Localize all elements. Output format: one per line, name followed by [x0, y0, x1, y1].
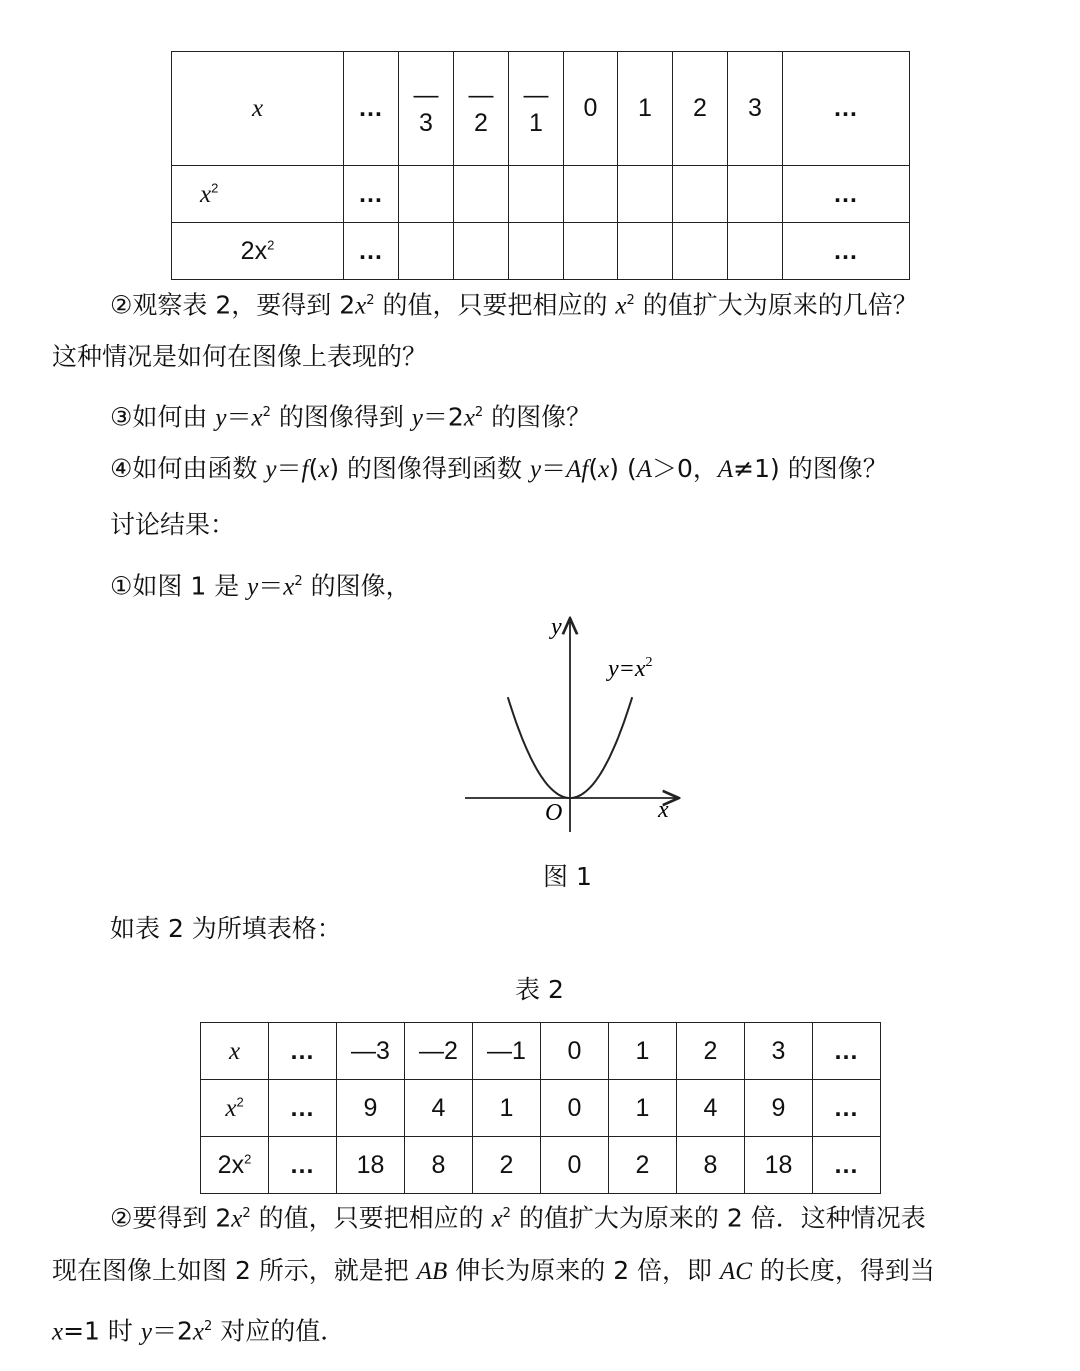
table1-cell-neg1: — 1 — [509, 52, 564, 166]
table1-dots: … — [783, 52, 910, 166]
question-3: ③如何由 $y=x^2$ 的图像得到 $y=2x^2$ 的图像？ — [110, 402, 592, 432]
origin-label: O — [545, 800, 563, 826]
table1-dots: … — [344, 166, 399, 223]
table2-cell: —2 — [405, 1023, 473, 1080]
table1-row-x2-label: $x^2$ — [172, 166, 344, 223]
table1-empty-cell — [728, 223, 783, 280]
table1-empty-cell — [509, 223, 564, 280]
table1-empty-cell — [564, 166, 618, 223]
table2-row-label: $x^2$ — [201, 1080, 269, 1137]
answer-2-line-1: ②要得到 $2x^2$ 的值，只要把相应的 $x^2$ 的值扩大为原来的 2 倍．这种情况表 — [110, 1203, 926, 1233]
table1-empty-cell — [454, 223, 509, 280]
table1-empty-cell — [564, 223, 618, 280]
table2-cell: 18 — [337, 1137, 405, 1194]
table2-cell: 0 — [541, 1137, 609, 1194]
table-2 — [200, 1022, 881, 1194]
table2-cell: 9 — [745, 1080, 813, 1137]
table1-dots: … — [344, 52, 399, 166]
discussion-heading: 讨论结果： — [110, 510, 236, 539]
table1-dots: … — [344, 223, 399, 280]
table2-cell: 4 — [405, 1080, 473, 1137]
table1-dots: … — [783, 223, 910, 280]
table2-cell: 4 — [677, 1080, 745, 1137]
table1-empty-cell — [399, 223, 454, 280]
table2-dots: … — [813, 1080, 881, 1137]
table2-cell: 0 — [541, 1023, 609, 1080]
question-4: ④如何由函数 y＝f(x) 的图像得到函数 y＝Af(x) (A＞0，A≠1) 的图像？ — [110, 454, 888, 483]
table2-cell: 3 — [745, 1023, 813, 1080]
table2-cell: 2 — [609, 1137, 677, 1194]
answer-2-line-3: x=1 时 $y=2x^2$ 对应的值． — [52, 1316, 346, 1346]
table1-cell-neg2: — 2 — [454, 52, 509, 166]
table2-cell: 0 — [541, 1080, 609, 1137]
table1-cell-neg3: — 3 — [399, 52, 454, 166]
table-2-intro: 如表 2 为所填表格： — [110, 914, 342, 943]
table2-cell: 1 — [473, 1080, 541, 1137]
table2-dots: … — [813, 1023, 881, 1080]
x-axis-label: x — [658, 797, 669, 823]
table2-cell: 8 — [677, 1137, 745, 1194]
table2-cell: 8 — [405, 1137, 473, 1194]
figure-1-caption: 图 1 — [543, 862, 592, 891]
answer-2-line-2: 现在图像上如图 2 所示，就是把 AB 伸长为原来的 2 倍，即 AC 的长度，得到当 — [52, 1256, 935, 1285]
table1-empty-cell — [673, 223, 728, 280]
table1-empty-cell — [673, 166, 728, 223]
table2-dots: … — [813, 1137, 881, 1194]
table2-cell: —1 — [473, 1023, 541, 1080]
table2-row-label: $2x^2$ — [201, 1137, 269, 1194]
table1-header-x: x — [172, 52, 344, 166]
table2-dots: … — [269, 1023, 337, 1080]
figure-1-graph — [455, 610, 695, 840]
curve-label: $y=x^2$ — [608, 655, 653, 682]
table1-empty-cell — [509, 166, 564, 223]
table1-cell-1: 1 — [618, 52, 673, 166]
question-2-line-2: 这种情况是如何在图像上表现的？ — [52, 342, 428, 371]
table1-cell-3: 3 — [728, 52, 783, 166]
table2-cell: 2 — [677, 1023, 745, 1080]
item-1: ①如图 1 是 $y=x^2$ 的图像， — [110, 571, 411, 601]
table2-dots: … — [269, 1137, 337, 1194]
table1-empty-cell — [618, 223, 673, 280]
table2-cell: 18 — [745, 1137, 813, 1194]
table1-empty-cell — [618, 166, 673, 223]
table1-dots: … — [783, 166, 910, 223]
table1-empty-cell — [728, 166, 783, 223]
question-2-line-1: ②观察表 2，要得到 $2x^2$ 的值，只要把相应的 $x^2$ 的值扩大为原来的几倍？ — [110, 290, 918, 320]
table-1 — [171, 51, 910, 280]
y-axis-label: y — [551, 614, 562, 640]
table2-cell: 9 — [337, 1080, 405, 1137]
table2-cell: 1 — [609, 1023, 677, 1080]
table2-cell: —3 — [337, 1023, 405, 1080]
table2-cell: 2 — [473, 1137, 541, 1194]
table1-empty-cell — [454, 166, 509, 223]
table1-cell-0: 0 — [564, 52, 618, 166]
table2-row-label: x — [201, 1023, 269, 1080]
table1-row-2x2-label: $2x^2$ — [172, 223, 344, 280]
table2-dots: … — [269, 1080, 337, 1137]
table1-empty-cell — [399, 166, 454, 223]
table1-cell-2: 2 — [673, 52, 728, 166]
table2-cell: 1 — [609, 1080, 677, 1137]
table-2-title: 表 2 — [515, 975, 564, 1004]
